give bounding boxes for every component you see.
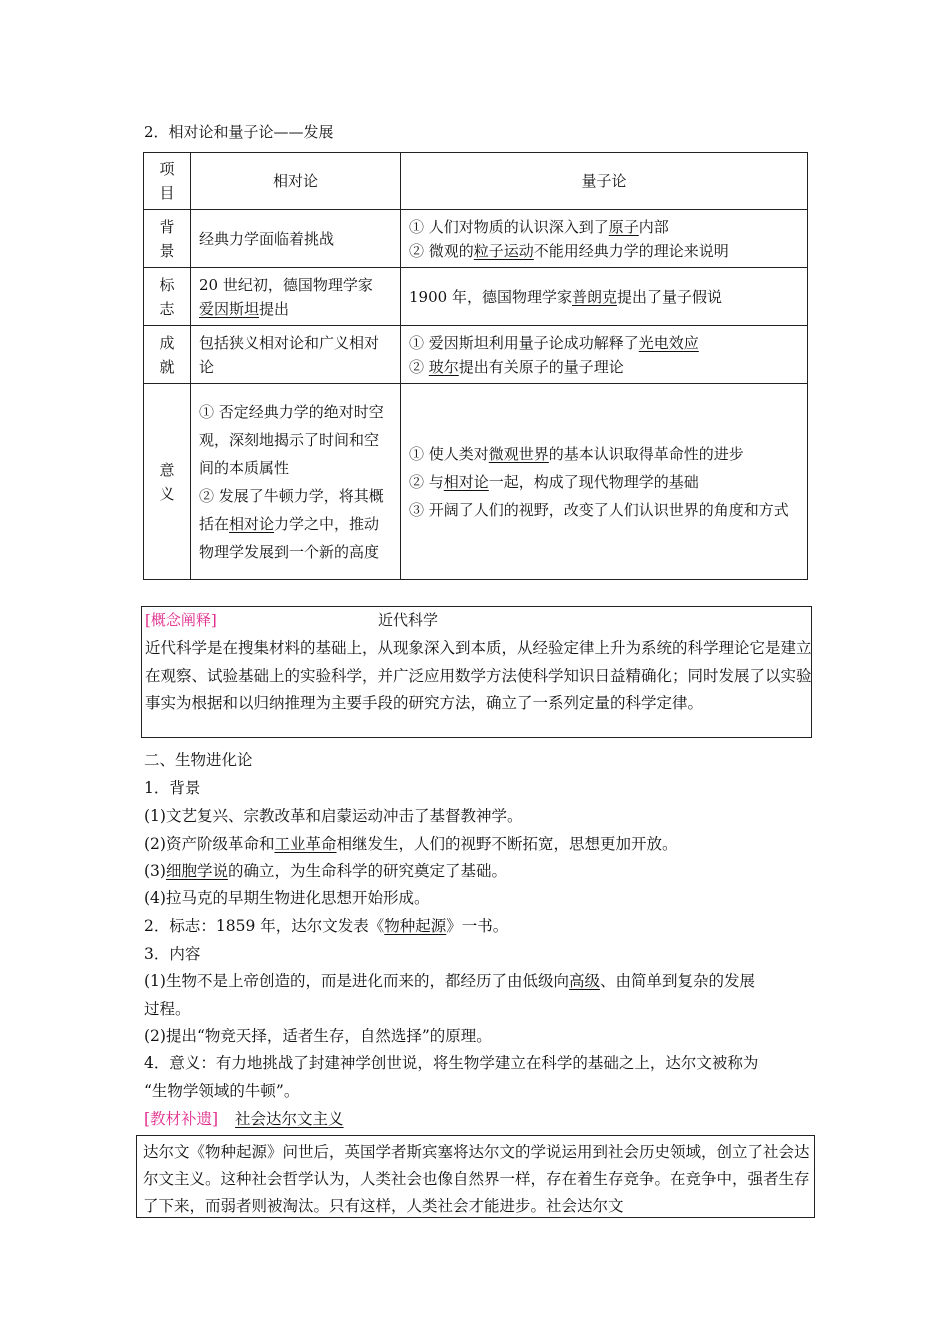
table-header-row (144, 153, 808, 210)
relativity-quantum-table (143, 152, 808, 580)
background-item-3: (3)细胞学说的确立，为生命科学的研究奠定了基础。 (144, 862, 507, 880)
row-label-achievement: 成就 (144, 326, 191, 384)
concept-tag: [概念阐释] (145, 611, 217, 629)
table-row (144, 268, 808, 326)
cell-relativity-mark: 20 世纪初，德国物理学家 爱因斯坦提出 (191, 268, 401, 326)
supplement-box (136, 1135, 815, 1218)
table-row (144, 326, 808, 384)
cell-relativity-achievement: 包括狭义相对论和广义相对论 (191, 326, 401, 384)
supplement-title: 社会达尔文主义 (235, 1110, 344, 1128)
significance-line-1: 4．意义：有力地挑战了封建神学创世说，将生物学建立在科学的基础之上，达尔文被称为 (144, 1054, 759, 1072)
cell-quantum-background: ① 人们对物质的认识深入到了原子内部 ② 微观的粒子运动不能用经典力学的理论来说明 (401, 210, 808, 268)
evolution-heading: 二、生物进化论 (144, 751, 253, 769)
cell-relativity-background: 经典力学面临着挑战 (191, 210, 401, 268)
header-item: 项目 (144, 153, 191, 210)
row-label-mark: 标志 (144, 268, 191, 326)
cell-relativity-significance: ① 否定经典力学的绝对时空观，深刻地揭示了时间和空间的本质属性 ② 发展了牛顿力学，将其概括在相对论力学之中，推动物理学发展到一个新的高度 (191, 384, 401, 580)
background-title: 1．背景 (144, 779, 201, 797)
table-row (144, 210, 808, 268)
cell-quantum-significance: ① 使人类对微观世界的基本认识取得革命性的进步 ② 与相对论一起，构成了现代物理学的基础 ③ 开阔了人们的视野，改变了人们认识世界的角度和方式 (401, 384, 808, 580)
significance-line-2: “生物学领域的牛顿”。 (144, 1082, 300, 1100)
section-heading-relativity-quantum: 2．相对论和量子论——发展 (144, 123, 334, 141)
row-label-background: 背景 (144, 210, 191, 268)
content-item-1: (1)生物不是上帝创造的，而是进化而来的，都经历了由低级向高级、由简单到复杂的发展 (144, 972, 755, 990)
row-label-significance: 意义 (144, 384, 191, 580)
content-item-1-cont: 过程。 (144, 1000, 191, 1018)
background-item-2: (2)资产阶级革命和工业革命相继发生，人们的视野不断拓宽，思想更加开放。 (144, 835, 678, 853)
mark-line: 2．标志：1859 年，达尔文发表《物种起源》一书。 (144, 917, 509, 935)
background-item-1: (1)文艺复兴、宗教改革和启蒙运动冲击了基督教神学。 (144, 807, 523, 825)
supplement-heading (144, 1107, 344, 1129)
content-title: 3．内容 (144, 945, 201, 963)
supplement-body: 达尔文《物种起源》问世后，英国学者斯宾塞将达尔文的学说运用到社会历史领域，创立了社会达尔文主义。这种社会哲学认为，人类社会也像自然界一样，存在着生存竞争。在竞争中，强者生存了下来，而弱者则被淘汰。只有这样，人类社会才能进步。社会达尔文 (143, 1143, 810, 1215)
supplement-tag: [教材补遗] (144, 1110, 219, 1128)
header-relativity: 相对论 (191, 153, 401, 210)
background-item-4: (4)拉马克的早期生物进化思想开始形成。 (144, 889, 430, 907)
header-quantum: 量子论 (401, 153, 808, 210)
table-row (144, 384, 808, 580)
concept-title: 近代科学 (378, 611, 439, 629)
concept-explanation-box (141, 606, 812, 738)
content-item-2: (2)提出“物竞天择，适者生存，自然选择”的原理。 (144, 1027, 492, 1045)
cell-quantum-mark: 1900 年，德国物理学家普朗克提出了量子假说 (401, 268, 808, 326)
concept-body: 近代科学是在搜集材料的基础上，从现象深入到本质，从经验定律上升为系统的科学理论它是建立在观察、试验基础上的实验科学，并广泛应用数学方法使科学知识日益精确化；同时发展了以实验事实为根据和以归纳推理为主要手段的研究方法，确立了一系列定量的科学定律。 (145, 639, 812, 712)
cell-quantum-achievement: ① 爱因斯坦利用量子论成功解释了光电效应 ② 玻尔提出有关原子的量子理论 (401, 326, 808, 384)
